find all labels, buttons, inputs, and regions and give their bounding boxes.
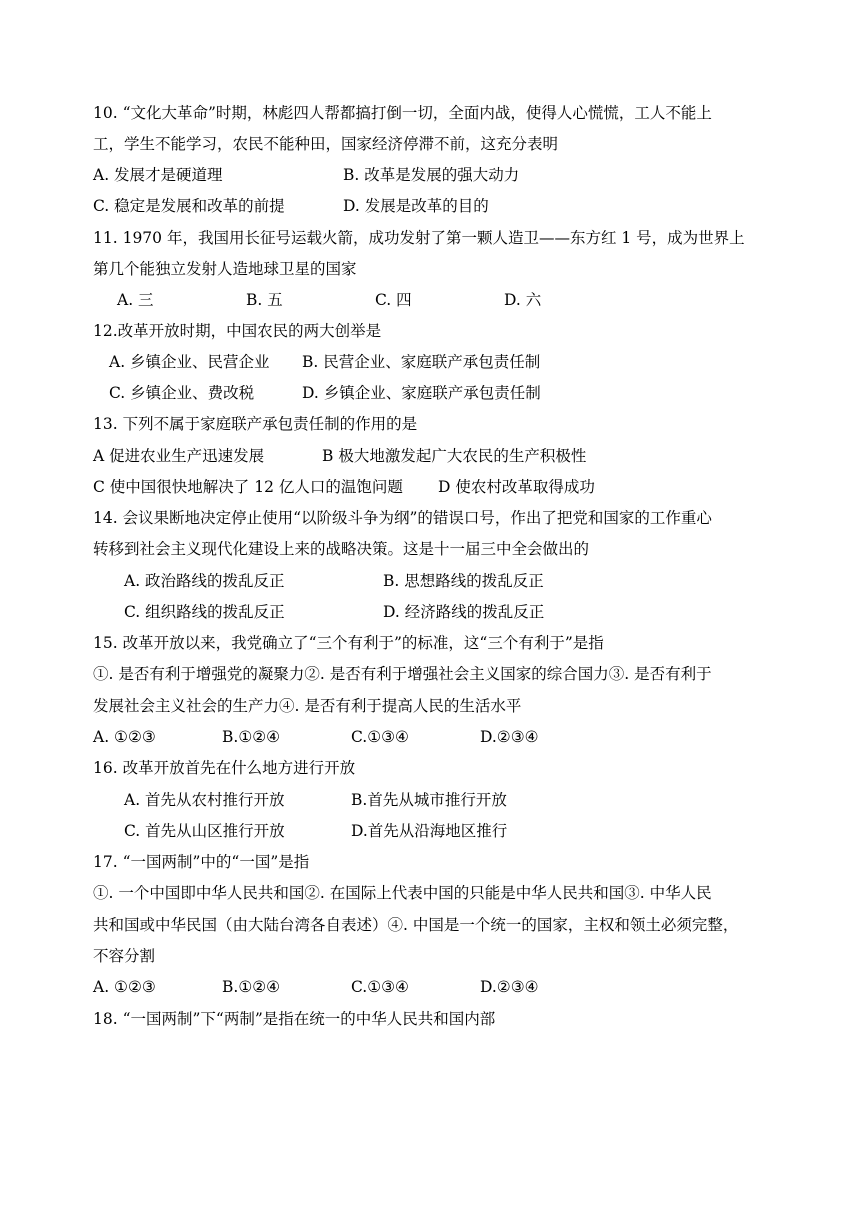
question-16-option-c: C. 首先从山区推行开放 <box>124 822 285 840</box>
question-13-option-d: D 使农村改革取得成功 <box>438 478 595 496</box>
question-17-stem-line3: 共和国或中华民国（由大陆台湾各自表述）④. 中国是一个统一的国家，主权和领土必须完整， <box>93 916 739 934</box>
question-15-stem-line2: ①. 是否有利于增强党的凝聚力②. 是否有利于增强社会主义国家的综合国力③. 是否有利于 <box>93 665 712 683</box>
question-13-option-b: B 极大地激发起广大农民的生产积极性 <box>322 447 587 465</box>
question-10-stem-line2: 工，学生不能学习，农民不能种田，国家经济停滞不前，这充分表明 <box>93 135 559 153</box>
question-11-stem-line2: 第几个能独立发射人造地球卫星的国家 <box>93 260 357 278</box>
question-15-option-c: C.①③④ <box>351 728 409 746</box>
question-16-option-d: D.首先从沿海地区推行 <box>351 822 508 840</box>
question-17-option-a: A. ①②③ <box>93 978 156 996</box>
question-10-stem-line1: 10. “文化大革命”时期，林彪四人帮都搞打倒一切，全面内战，使得人心慌慌，工人不能上 <box>93 104 712 122</box>
question-15-option-a: A. ①②③ <box>93 728 156 746</box>
question-18-stem: 18. “一国两制”下“两制”是指在统一的中华人民共和国内部 <box>93 1010 496 1028</box>
question-12-option-a: A. 乡镇企业、民营企业 <box>109 353 270 371</box>
question-11-option-b: B. 五 <box>246 291 283 309</box>
question-17-stem-line2: ①. 一个中国即中华人民共和国②. 在国际上代表中国的只能是中华人民共和国③. 中华人民 <box>93 884 712 902</box>
question-15-option-d: D.②③④ <box>480 728 539 746</box>
question-14-option-b: B. 思想路线的拨乱反正 <box>383 572 544 590</box>
question-13-stem: 13. 下列不属于家庭联产承包责任制的作用的是 <box>93 415 418 433</box>
question-15-stem-line1: 15. 改革开放以来，我党确立了“三个有利于”的标准，这“三个有利于”是指 <box>93 634 604 652</box>
question-14-stem-line2: 转移到社会主义现代化建设上来的战略决策。这是十一届三中全会做出的 <box>93 540 590 558</box>
question-15-stem-line3: 发展社会主义社会的生产力④. 是否有利于提高人民的生活水平 <box>93 697 522 715</box>
question-14-option-a: A. 政治路线的拨乱反正 <box>124 572 285 590</box>
question-16-stem: 16. 改革开放首先在什么地方进行开放 <box>93 759 356 777</box>
question-14-stem-line1: 14. 会议果断地决定停止使用“以阶级斗争为纲”的错误口号，作出了把党和国家的工作重心 <box>93 509 712 527</box>
question-12-stem: 12.改革开放时期，中国农民的两大创举是 <box>93 322 382 340</box>
question-12-option-b: B. 民营企业、家庭联产承包责任制 <box>302 353 541 371</box>
question-17-option-d: D.②③④ <box>480 978 539 996</box>
question-16-option-b: B.首先从城市推行开放 <box>351 791 507 809</box>
question-12-option-c: C. 乡镇企业、费改税 <box>109 384 255 402</box>
question-17-option-b: B.①②④ <box>222 978 281 996</box>
question-10-option-d: D. 发展是改革的目的 <box>343 197 489 215</box>
question-12-option-d: D. 乡镇企业、家庭联产承包责任制 <box>302 384 541 402</box>
question-10-option-c: C. 稳定是发展和改革的前提 <box>93 197 285 215</box>
question-11-option-d: D. 六 <box>504 291 542 309</box>
question-10-option-a: A. 发展才是硬道理 <box>93 166 223 184</box>
question-15-option-b: B.①②④ <box>222 728 281 746</box>
question-13-option-c: C 使中国很快地解决了 12 亿人口的温饱问题 <box>93 478 403 496</box>
question-11-stem-line1: 11. 1970 年，我国用长征号运载火箭，成功发射了第一颗人造卫——东方红 1 号，成为世界上 <box>93 229 745 247</box>
question-16-option-a: A. 首先从农村推行开放 <box>124 791 285 809</box>
question-17-option-c: C.①③④ <box>351 978 409 996</box>
question-13-option-a: A 促进农业生产迅速发展 <box>93 447 265 465</box>
question-11-option-c: C. 四 <box>375 291 412 309</box>
question-10-option-b: B. 改革是发展的强大动力 <box>343 166 520 184</box>
question-11-option-a: A. 三 <box>117 291 154 309</box>
question-17-stem-line4: 不容分割 <box>93 947 156 965</box>
question-14-option-c: C. 组织路线的拨乱反正 <box>124 603 285 621</box>
question-14-option-d: D. 经济路线的拨乱反正 <box>383 603 545 621</box>
question-17-stem-line1: 17. “一国两制”中的“一国”是指 <box>93 853 310 871</box>
